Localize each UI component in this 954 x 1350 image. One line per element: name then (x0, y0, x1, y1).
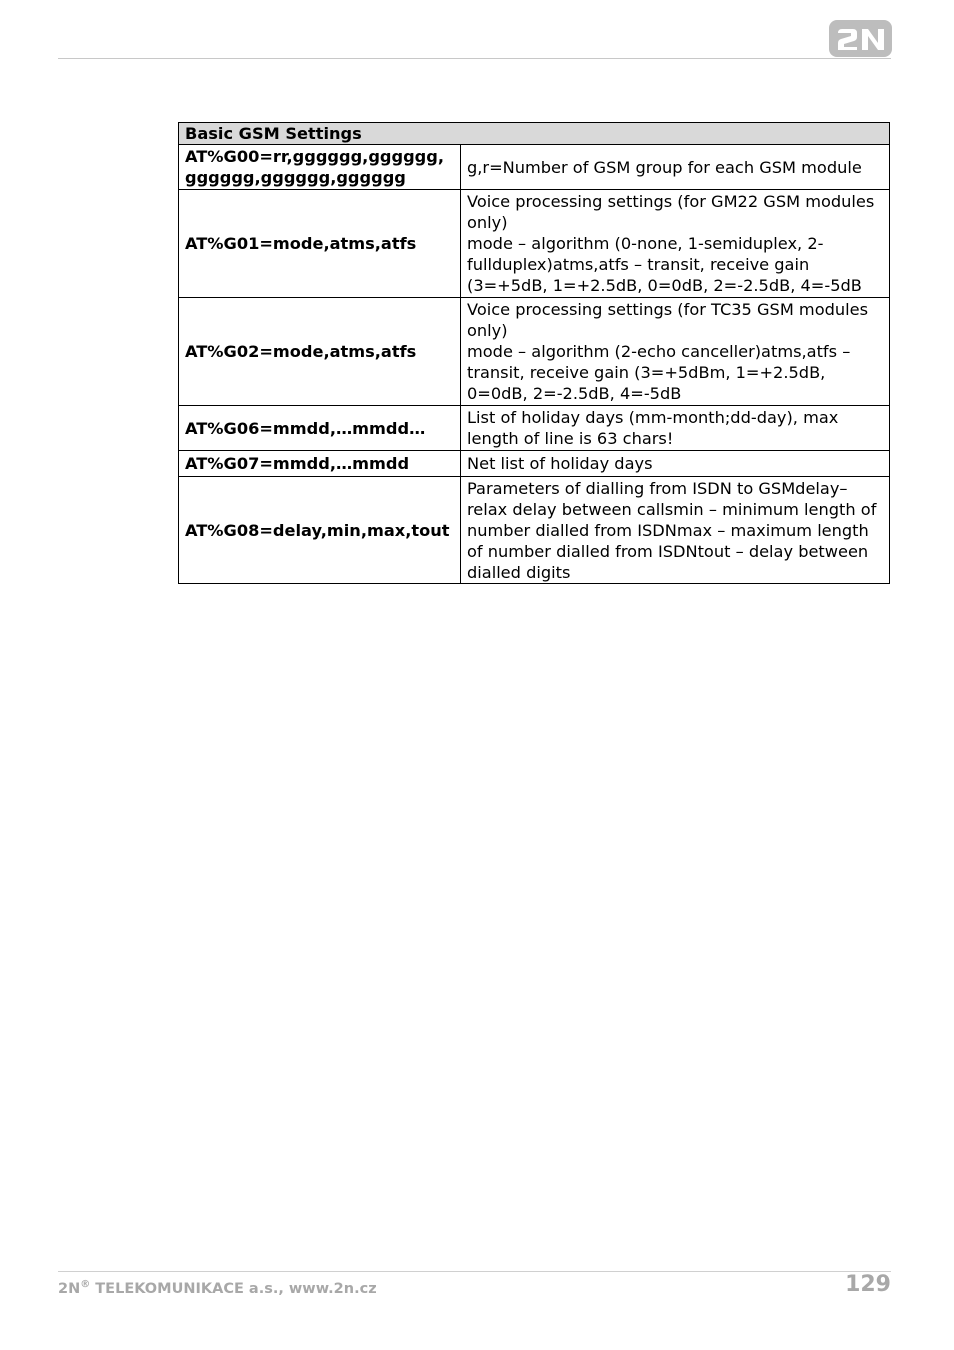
command-cell: AT%G01=mode,atms,atfs (179, 190, 461, 298)
description-line: Voice processing settings (for TC35 GSM modules only) (467, 300, 869, 340)
footer-rule (58, 1271, 891, 1272)
company-logo (829, 20, 892, 57)
table-row (179, 451, 890, 477)
registered-mark: ® (80, 1279, 91, 1290)
command-cell: AT%G06=mmdd,…mmdd… (179, 406, 461, 451)
description-line: Voice processing settings (for GM22 GSM modules only) (467, 192, 875, 232)
description-cell: g,r=Number of GSM group for each GSM module (461, 145, 890, 190)
table-row (179, 190, 890, 298)
description-cell: Parameters of dialling from ISDN to GSMdelay– relax delay between callsmin – minimum length of number dialled from ISDNmax – maximum length of number dialled from ISDNtout – delay between dialled digits (461, 477, 890, 584)
page-number: 129 (845, 1272, 891, 1297)
table-title: Basic GSM Settings (179, 123, 890, 145)
description-line: mode – algorithm (0-none, 1-semiduplex, 2-fullduplex)atms,atfs – transit, receive gain (3=+5dB, 1=+2.5dB, 0=0dB, 2=-2.5dB, 4=-5dB (467, 234, 862, 295)
description-cell (461, 298, 890, 406)
command-cell: AT%G00=rr,gggggg,gggggg, gggggg,gggggg,gggggg (179, 145, 461, 190)
command-cell: AT%G07=mmdd,…mmdd (179, 451, 461, 477)
command-cell: AT%G02=mode,atms,atfs (179, 298, 461, 406)
description-cell: Net list of holiday days (461, 451, 890, 477)
footer-company-rest: TELEKOMUNIKACE a.s., www.2n.cz (90, 1281, 377, 1297)
description-cell (461, 190, 890, 298)
command-cell: AT%G08=delay,min,max,tout (179, 477, 461, 584)
footer-company-prefix: 2N (58, 1281, 81, 1297)
table-row (179, 145, 890, 190)
table-row (179, 477, 890, 584)
description-line: mode – algorithm (2-echo canceller)atms,atfs – transit, receive gain (3=+5dBm, 1=+2.5dB, 0=0dB, 2=-2.5dB, 4=-5dB (467, 342, 851, 403)
description-cell: List of holiday days (mm-month;dd-day), max length of line is 63 chars! (461, 406, 890, 451)
table-header-row (179, 123, 890, 145)
basic-gsm-settings-table (178, 122, 890, 584)
table-row (179, 406, 890, 451)
logo-2n-icon (835, 26, 887, 52)
header-rule (58, 58, 891, 59)
footer-company (58, 1279, 377, 1297)
table-row (179, 298, 890, 406)
